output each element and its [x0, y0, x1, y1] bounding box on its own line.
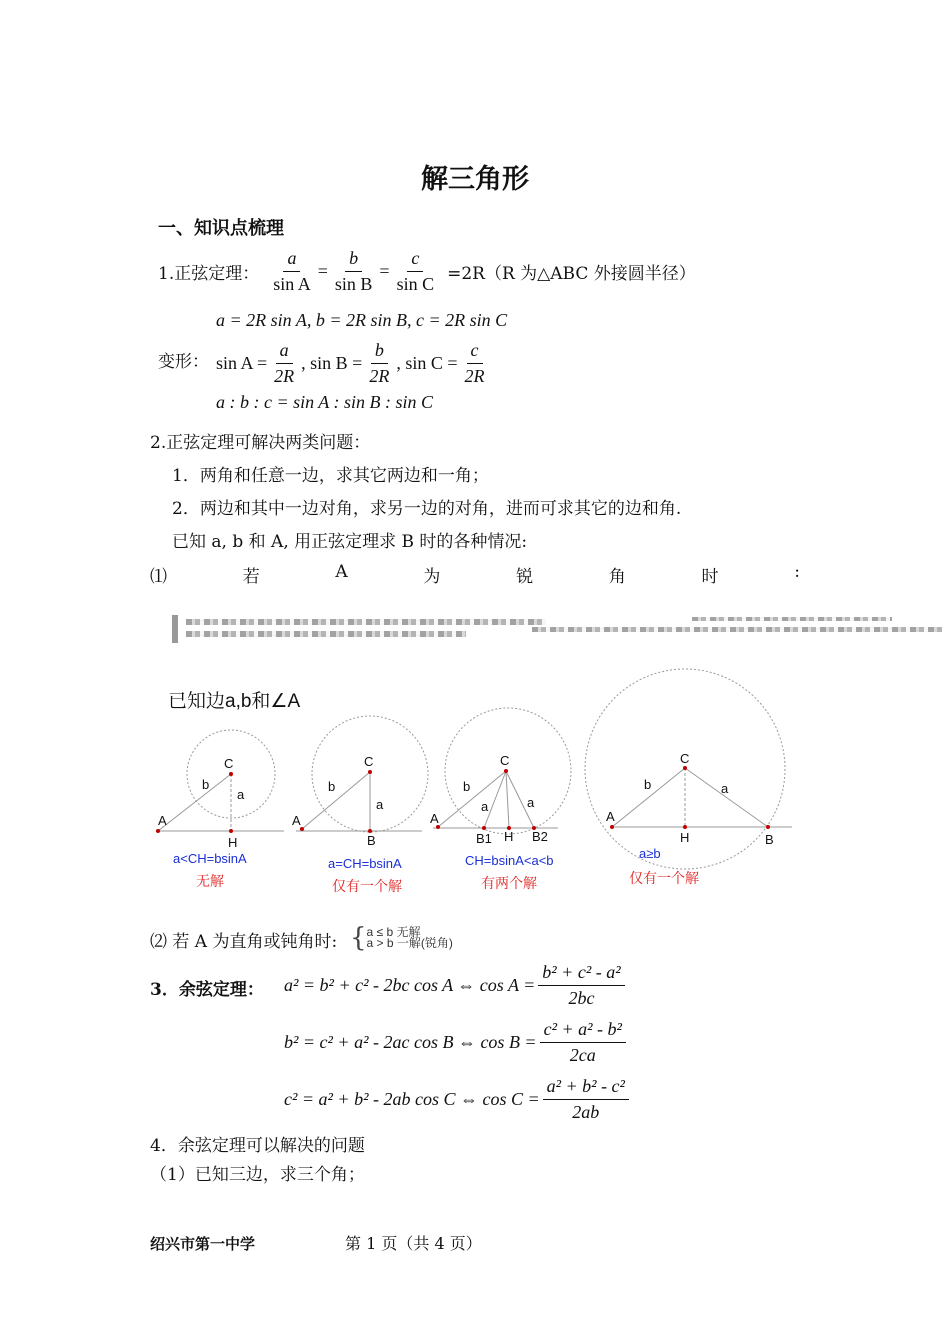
label-C: C: [500, 753, 510, 768]
point-A: [156, 829, 160, 833]
cosine-row-left: c² = a² + b² - 2ab cos C ⇔ cos C =: [284, 1089, 540, 1109]
label-C: C: [224, 756, 234, 771]
variant-2-left: , sin B =: [301, 353, 363, 373]
page-title: 解三角形: [421, 164, 529, 195]
sine-law-expanded: a = 2R sin A, b = 2R sin B, c = 2R sin C: [216, 310, 508, 330]
acute-word: :: [794, 562, 800, 582]
label-A: A: [292, 813, 301, 828]
acute-word: 锐: [516, 567, 534, 587]
diagram-heading: 已知边a,b和∠A: [168, 691, 301, 712]
point-B: [766, 825, 770, 829]
cosine-law-row3: [284, 1076, 632, 1123]
side-b: [302, 772, 370, 829]
label-a: a: [721, 781, 729, 796]
numerator: a: [283, 248, 300, 272]
blur-row: [186, 631, 466, 637]
denominator: 2R: [274, 366, 295, 386]
fraction-c-sinC: [393, 248, 439, 295]
label-H: H: [504, 829, 514, 844]
label-a: a: [376, 797, 384, 812]
item4-heading: 4．余弦定理可以解决的问题: [150, 1136, 365, 1156]
point-H: [229, 829, 233, 833]
item2-point3: 已知 a, b 和 A, 用正弦定理求 B 时的各种情况:: [172, 532, 528, 552]
obtuse-case-line: ⑵ 若 A 为直角或钝角时:: [150, 932, 338, 952]
blur-row: [532, 627, 942, 632]
point-C: [683, 766, 687, 770]
numerator: a: [276, 340, 293, 364]
case3-condition: CH=bsinA<a<b: [465, 853, 554, 868]
cosine-law-row1: [284, 962, 628, 1009]
item2-point2: 2．两边和其中一边对角，求另一边的对角，进而可求其它的边和角.: [172, 499, 682, 519]
variant-formulas: [216, 340, 492, 387]
point-C: [504, 769, 508, 773]
denominator: sin B: [334, 274, 373, 294]
acute-word: 若: [242, 567, 260, 587]
fraction-b-sinB: [331, 248, 377, 295]
item2-point1: 1．两角和任意一边，求其它两边和一角；: [172, 466, 489, 486]
height-ch: [506, 771, 509, 828]
cosine-row-fraction: [540, 1019, 626, 1066]
case4-result: 仅有一个解: [629, 871, 699, 887]
label-b: b: [328, 779, 336, 794]
point-C: [229, 772, 233, 776]
blurred-formula-image: [172, 615, 942, 645]
footer-school: 绍兴市第一中学: [150, 1235, 256, 1253]
sine-law-line: 1.正弦定理： $\frac{a}{\text{sin A}}$ = $\frac{b}{\text{sin B}}$ = $\frac{c}{\text{sin C}}$ =2R（R 为△ABC 外接圆半径）: [158, 248, 696, 294]
numerator: c² + a² - b²: [540, 1019, 626, 1043]
footer-page-number: 第 1 页（共 4 页）: [345, 1234, 482, 1253]
label-H: H: [680, 830, 690, 845]
acute-case-line: [150, 562, 800, 587]
variant-1-left: sin A =: [216, 353, 268, 373]
label-b: b: [202, 777, 210, 792]
label-A: A: [158, 813, 167, 828]
obtuse-case1: a ≤ b 无解: [366, 925, 421, 939]
case-number: ⑴: [150, 567, 167, 587]
label-b: b: [463, 779, 471, 794]
cosine-row-fraction: [538, 962, 624, 1009]
label-B1: B1: [476, 831, 492, 846]
numerator: c: [467, 340, 483, 364]
obtuse-case-brace: [350, 925, 453, 951]
cosine-row-left: a² = b² + c² - 2bc cos A ⇔ cos A =: [284, 975, 536, 995]
case2-condition: a=CH=bsinA: [328, 856, 402, 871]
blur-row: [692, 617, 892, 621]
obtuse-case2: a > b 一解(锐角): [366, 936, 453, 950]
cosine-row-fraction: [543, 1076, 629, 1123]
label-C: C: [680, 751, 690, 766]
brace-mark: [172, 615, 178, 643]
label-H: H: [228, 835, 238, 850]
fraction-a-2R: [270, 340, 298, 387]
point-A: [610, 825, 614, 829]
side-a: [685, 768, 768, 827]
label-B2: B2: [532, 829, 548, 844]
numerator: b² + c² - a²: [538, 962, 624, 986]
sine-law-label: 1.正弦定理：: [158, 264, 260, 284]
label-B: B: [367, 833, 376, 848]
ssa-case-diagrams: [150, 665, 950, 905]
denominator: sin C: [396, 274, 435, 294]
brace-icon: {: [350, 923, 367, 953]
label-A: A: [430, 811, 439, 826]
label-C: C: [364, 754, 374, 769]
point-B1: [482, 826, 486, 830]
numerator: b: [345, 248, 362, 272]
acute-word: 时: [701, 567, 719, 587]
denominator: 2bc: [568, 988, 595, 1008]
case3-result: 有两个解: [481, 876, 537, 892]
case4-condition: a≥b: [639, 846, 661, 861]
label-a: a: [527, 795, 535, 810]
denominator: sin A: [273, 274, 311, 294]
fraction-c-2R: [461, 340, 489, 387]
side-b: [158, 774, 231, 831]
numerator: b: [371, 340, 388, 364]
variant-label: 变形：: [158, 352, 209, 372]
label-a: a: [237, 787, 245, 802]
variant-3-left: , sin C =: [396, 353, 458, 373]
section-heading: 一、知识点梳理: [158, 218, 284, 239]
point-C: [368, 770, 372, 774]
case1-result: 无解: [196, 874, 224, 890]
item2-heading: 2.正弦定理可解决两类问题：: [150, 433, 371, 453]
denominator: 2ca: [569, 1045, 596, 1065]
blur-row: [186, 619, 546, 625]
acute-word: 为: [423, 567, 441, 587]
case2-result: 仅有一个解: [332, 879, 402, 895]
denominator: 2ab: [572, 1102, 600, 1122]
label-b: b: [644, 777, 652, 792]
label-B: B: [765, 832, 774, 847]
case1-condition: a<CH=bsinA: [173, 851, 247, 866]
acute-word: A: [335, 562, 348, 582]
point-H: [683, 825, 687, 829]
cosine-law-row2: [284, 1019, 629, 1066]
ratio-formula: a : b : c = sin A : sin B : sin C: [216, 392, 433, 412]
cosine-row-left: b² = c² + a² - 2ac cos B ⇔ cos B =: [284, 1032, 537, 1052]
sine-law-suffix: =2R（R 为△ABC 外接圆半径）: [447, 264, 696, 284]
numerator: c: [407, 248, 423, 272]
denominator: 2R: [369, 366, 390, 386]
cosine-law-label: 3．余弦定理：: [150, 980, 264, 1000]
fraction-b-2R: [365, 340, 393, 387]
label-a: a: [481, 799, 489, 814]
fraction-a-sinA: [269, 248, 315, 295]
acute-word: 角: [608, 567, 626, 587]
denominator: 2R: [464, 366, 485, 386]
label-A: A: [606, 809, 615, 824]
side-b: [438, 771, 506, 827]
item4-point1: （1）已知三边，求三个角；: [150, 1165, 365, 1185]
numerator: a² + b² - c²: [543, 1076, 629, 1100]
